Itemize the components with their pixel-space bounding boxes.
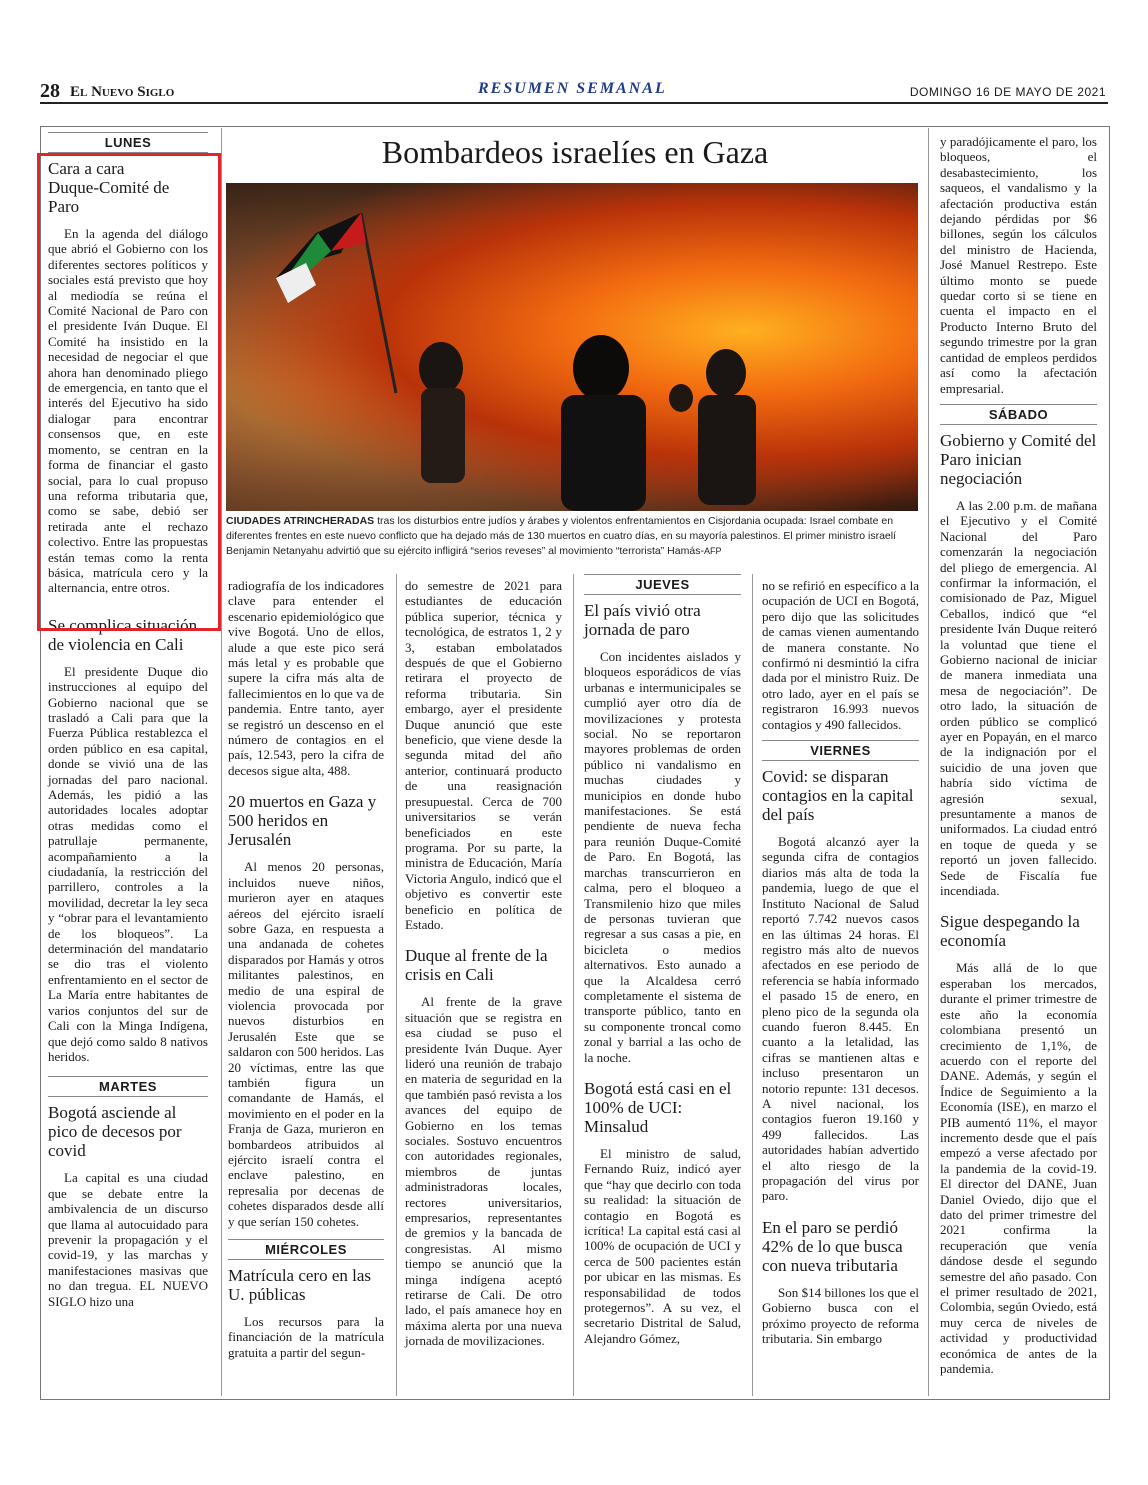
article-title: Bogotá está casi en el 100% de UCI: Minsalud — [584, 1078, 732, 1136]
column-2 — [228, 578, 384, 1360]
article-title: 20 muertos en Gaza y 500 heridos en Jerusalén — [228, 792, 377, 850]
article-body: do semestre de 2021 para estudiantes de educación pública superior, técnica y tecnológica, de estratos 1, 2 y 3, estaban embolatados después de que el Gobierno retirara el proyecto de reforma tributaria. Sin embargo, ayer el presidente Duque anunció que este beneficio, que viene desde la segunda mitad del año anterior, continuará producto de una reasignación presupuestal. Cerca de 700 universitarios se verán beneficiados en este programa. Por su parte, la ministra de Educación, María Victoria Angulo, indicó que el objetivo es convertir este beneficio en política de Estado. — [405, 578, 562, 932]
issue-date: DOMINGO 16 DE MAYO DE 2021 — [909, 85, 1106, 99]
article-title: Bogotá asciende al pico de decesos por covid — [48, 1103, 182, 1161]
section-title: RESUMEN SEMANAL — [478, 80, 667, 97]
column-3 — [405, 578, 562, 1349]
column-rule — [573, 574, 574, 1396]
article-body: radiografía de los indicadores clave para entender el escenario epidemiológico que vive Bogotá. Uno de ellos, alude a que este pico será más letal y es probable que supere la cifra más alta de fallecimientos en lo que va de pandemia. Entre tanto, ayer se registró un descenso en el número de contagios en el país, 12.543, pero la cifra de decesos sigue alta, 488. — [228, 578, 384, 778]
article-title: Duque al frente de la crisis en Cali — [405, 946, 548, 985]
article-title: El país vivió otra jornada de paro — [584, 601, 701, 639]
article-body: Los recursos para la financiación de la matrícula gratuita a partir del segun- — [228, 1314, 384, 1360]
column-4 — [584, 574, 741, 1346]
article-body: Son $14 billones los que el Gobierno busca con el próximo proyecto de reforma tributaria. Sin embargo — [762, 1284, 919, 1347]
column-5 — [762, 578, 919, 1346]
day-martes: MARTES — [48, 1076, 208, 1097]
day-viernes: VIERNES — [762, 740, 919, 761]
day-lunes: LUNES — [48, 132, 208, 153]
photo-caption — [226, 514, 916, 559]
article-body: El presidente Duque dio instrucciones al equipo del Gobierno nacional que se trasladó a Cali para que la Fuerza Pública restablezca el orden público en esa capital, donde se vivió una de las jornadas del paro nacional. Además, les pidió a las autoridades locales adoptar otras medidas como el patrullaje permanente, acompañamiento a la ciudadanía, la restricción del parrillero, controles a la movilidad, decretar la ley seca y “obrar para el levantamiento de los bloqueos”. La determinación del mandatario se dio tras el violento enfrentamiento en el sector de La María entre habitantes de varios conjuntos del sur de Cali con la Minga Indígena, que dejó como saldo 8 nativos heridos. — [48, 663, 208, 1064]
day-miercoles: MIÉRCOLES — [228, 1239, 384, 1260]
article-body: Más allá de lo que esperaban los mercados, durante el primer trimestre de este año la economía colombiana presentó un crecimiento de 1,1%, de acuerdo con el reporte del DANE. Además, y según el Índice de Seguimiento a la Economía (ISE), en marzo el PIB aumentó 11%, el mayor incremento desde que el país empezó a verse afectado por la pandemia de la covid-19. El director del DANE, Juan Daniel Oviedo, dijo que el dato del primer trimestre del 2021 confirma la recuperación que venía dándose desde el segundo semestre del año pasado. Con el primer resultado de 2021, Colombia, según Oviedo, está muy cerca de niveles de actividad y productividad económica de antes de la pandemia. — [940, 960, 1097, 1377]
photo-credit: AFP — [703, 546, 722, 556]
article-title: Sigue despegando la economía — [940, 912, 1080, 951]
article-body: A las 2.00 p.m. de mañana el Ejecutivo y el Comité Nacional del Paro comenzarán la negociación del pliego de emergencia. Al confirmar la información, el comisionado de Paz, Miguel Ceballos, indicó que “el presidente Iván Duque reiteró la voluntad que tiene el Gobierno nacional de iniciar de manera inmediata una mesa de negociación”. De otro lado, la situación de orden público se complicó ayer en Popayán, en el marco de la indignación por el suicidio de una joven que habría sido víctima de agresión sexual, presuntamente a manos de uniformados. La ciudad entró en toque de queda y se reportó un joven fallecido. Sede de Fiscalía fue incendiada. — [940, 497, 1097, 899]
article-body: Al frente de la grave situación que se registra en esa ciudad se puso el presidente Iván Duque. Ayer lideró una reunión de trabajo en materia de seguridad en la que también pasó revista a los avances del equipo de Gobierno en los temas sociales. Sostuvo encuentros con autoridades regionales, miembros de juntas administradoras locales, rectores universitarios, empresarios, representantes de gremios y la bancada de congresistas. Al mismo tiempo se anunció que la minga indígena aceptó retirarse de Cali. De otro lado, el país amanece hoy en máxima alerta por una nueva jornada de movilizaciones. — [405, 994, 562, 1349]
column-rule — [928, 128, 929, 1396]
column-rule — [752, 574, 753, 1396]
masthead: El Nuevo Siglo — [70, 84, 175, 100]
day-sabado: SÁBADO — [940, 404, 1097, 425]
caption-text: tras los disturbios entre judíos y árabes y violentos enfrentamientos en Cisjordania ocupada: Israel combate en diferentes frentes en este nuevo conflicto que ha dejado más de 130 muertos en cuatro días, en su mayoría palestinos. El primer ministro israelí Benjamin Netanyahu advirtió que su ejército infligirá “serios reveses” al movimiento “terrorista” Hamás- — [226, 515, 897, 557]
article-body: Con incidentes aislados y bloqueos esporádicos de vías urbanas e intermunicipales se cumplió ayer otro día de movilizaciones y protesta social. No se reportaron mayores problemas de orden público ni vandalismo en muchas ciudades y municipios en donde hubo manifestaciones. Se está pendiente de nueva fecha para reunión Duque-Comité de Paro. En Bogotá, las marchas transcurrieron en calma, pero el bloqueo a Transmilenio hizo que miles de personas tuvieran que regresar a sus casas a pie, en bicicleta o medios alternativos. Esto aunado a que la Alcaldesa cerró completamente el sistema de transporte público, tanto en su componente troncal como zonal y barrial a las ocho de la noche. — [584, 649, 741, 1065]
page-number: 28 — [40, 80, 60, 102]
column-rule — [221, 128, 222, 1396]
article-body: El ministro de salud, Fernando Ruiz, indicó ayer que “hay que decirlo con toda su realidad: la situación de contagio en Bogotá es icrítica! La capital está casi al 100% de ocupación de UCI y cerca de 500 pacientes están por ubicar en las mismas. Es responsabilidad de todos protegernos”. A su vez, el secretario Distrital de Salud, Alejandro Gómez, — [584, 1145, 741, 1346]
article-body: no se refirió en específico a la ocupación de UCI en Bogotá, pero dijo que las solicitudes de camas vienen aumentando de manera constante. No confirmó ni desmintió la cifra dada por el ministro Ruiz. De otro lado, ayer en el país se registraron 16.993 nuevos contagios y 490 fallecidos. — [762, 578, 919, 732]
article-title: Gobierno y Comité del Paro inician negociación — [940, 430, 1097, 488]
article-body: Bogotá alcanzó ayer la segunda cifra de contagios diarios más alta de toda la pandemia, luego de que el Instituto Nacional de Salud reportó 7.742 nuevos casos en las últimas 24 horas. El registro más alto de nuevos afectados en ese periodo de referencia se había informado el pasado 15 de enero, en pleno pico de la segunda ola cuando fueron 8.445. En cuanto a la letalidad, las cifras se mantienen altas e incluso presentaron un notorio repunte: 131 decesos. A nivel nacional, los contagios fueron 19.160 y 499 fallecidos. Las autoridades habían advertido el alto riesgo de la propagación del virus por paro. — [762, 834, 919, 1204]
news-photo — [226, 183, 918, 511]
main-headline: Bombardeos israelíes en Gaza — [381, 134, 769, 170]
header-rule — [40, 102, 1108, 104]
photo-illustration — [226, 183, 918, 511]
article-title: Matrícula cero en las U. públicas — [228, 1266, 372, 1305]
article-title: Se complica situación de violencia en Cali — [48, 615, 198, 654]
article-body: La capital es una ciudad que se debate entre la ambivalencia de un discurso que llama al autocuidado para prevenir la propagación y el covid-19, y las marchas y manifestaciones masivas que no dan tregua. EL NUEVO SIGLO hizo una — [48, 1170, 208, 1309]
highlight-box — [37, 153, 221, 631]
article-title: Cara a cara Duque-Comité de Paro — [48, 159, 170, 216]
article-title: Covid: se disparan contagios en la capital del país — [762, 767, 914, 825]
day-jueves: JUEVES — [584, 574, 741, 595]
article-body: En la agenda del diálogo que abrió el Gobierno con los diferentes sectores políticos y sociales está previsto que hoy al mediodía se reúna el Comité Nacional de Paro con el presidente Iván Duque. El Comité ha insistido en la necesidad de negociar el que ahora han denominado pliego de emergencia, en tanto que el interés del Ejecutivo ha sido dialogar para encontrar consensos que, en este momento, se centran en la forma de financiar el gasto social, para lo cual propuso una reforma tributaria que, como se sabe, debió ser retirada ante el rechazo colectivo. Entre las propuestas están temas como la renta básica, matrícula cero y la alternancia, entre otros. — [48, 226, 208, 596]
column-rule — [396, 574, 397, 1396]
caption-lead: CIUDADES ATRINCHERADAS — [226, 515, 375, 527]
article-title: En el paro se perdió 42% de lo que busca con nueva tributaria — [762, 1217, 903, 1275]
column-6 — [940, 134, 1097, 1376]
article-body: Al menos 20 personas, incluidos nueve niños, murieron ayer en ataques aéreos del ejército israelí sobre Gaza, en respuesta a una andanada de cohetes disparados por Hamás y otros militantes palestinos, en medio de una espiral de violencia provocada por nuevos disturbios en Jerusalén Este que se saldaron con 500 heridos. Las 20 víctimas, entre las que también figura un comandante de Hamás, el movimiento en el poder en la Franja de Gaza, murieron en bombardeos atribuidos al ejército israelí contra el enclave palestino, en represalia por decenas de cohetes disparados desde allí y que serían 150 cohetes. — [228, 859, 384, 1229]
article-body: y paradójicamente el paro, los bloqueos, el desabastecimiento, los saqueos, el vandalismo y la afectación productiva están dejando pérdidas por $6 billones, según los cálculos del ministro de Hacienda, José Manuel Restrepo. Este último monto se puede quedar corto si se tiene en cuenta el impacto en el Producto Interno Bruto del segundo trimestre por la gran cantidad de empleos perdidos así como la afectación empresarial. — [940, 134, 1097, 396]
